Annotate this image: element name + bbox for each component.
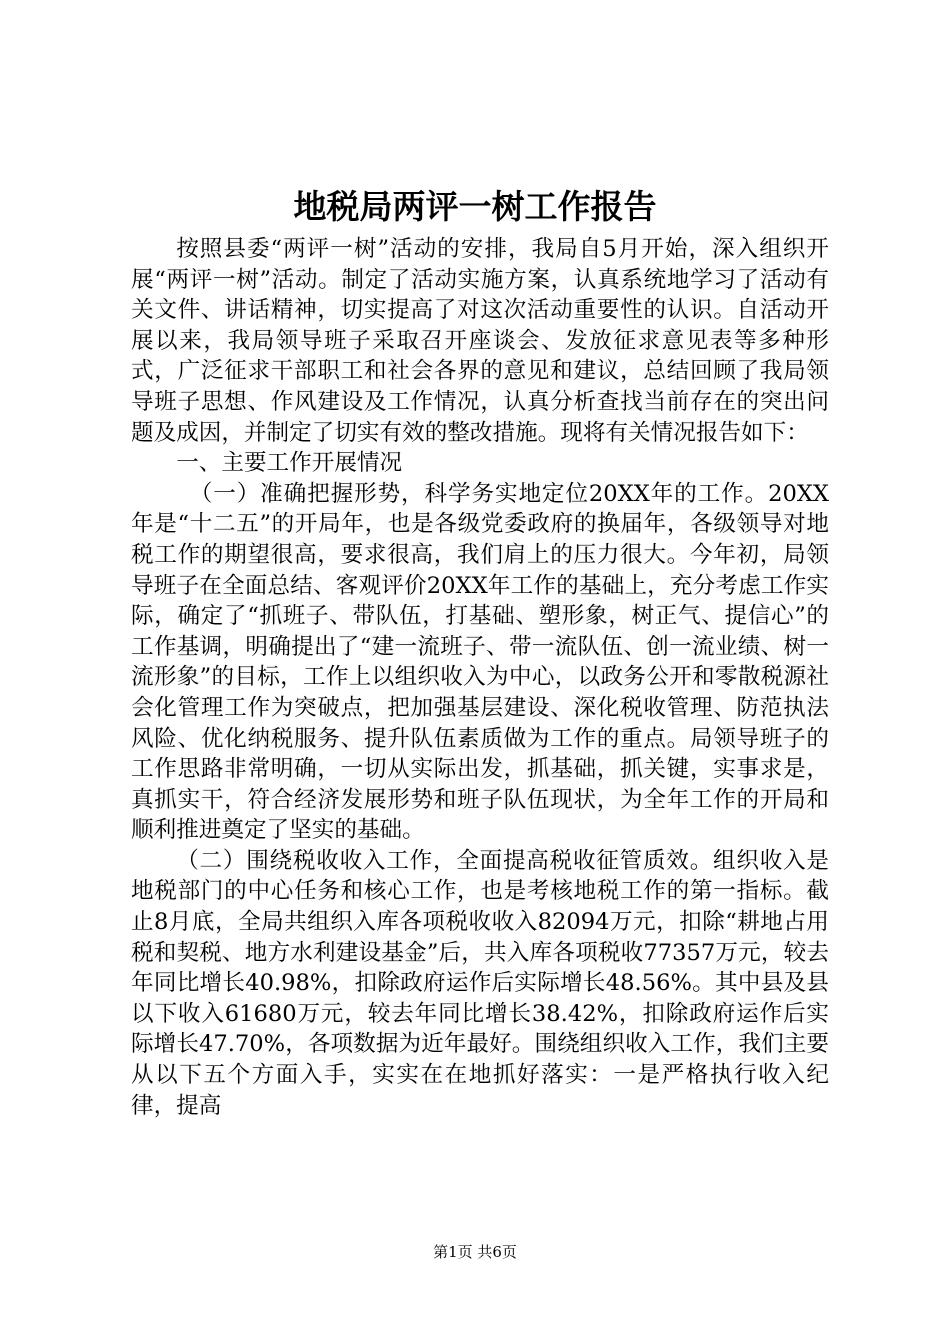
page-footer: 第1页 共6页 [433, 1243, 517, 1261]
paragraph-section-2: （二）围绕税收收入工作，全面提高税收征管质效。组织收入是地税部门的中心任务和核心工作，也是考核地税工作的第一指标。截止8月底，全局共组织入库各项税收收入82094万元，扣除“耕地占用税和契税、地方水利建设基金”后，共入库各项税收77357万元，较去年同比增长40.98%，扣除政府运作后实际增长48.56%。其中县及县以下收入61680万元，较去年同比增长38.42%，扣除政府运作后实际增长47.70%，各项数据为近年最好。围绕组织收入工作，我们主要从以下五个方面入手，实实在在地抓好落实：一是严格执行收入纪律，提高 [131, 847, 829, 1119]
document-title: 地税局两评一树工作报告 [293, 187, 657, 226]
paragraph-intro: 按照县委“两评一树”活动的安排，我局自5月开始，深入组织开展“两评一树”活动。制定了活动实施方案，认真系统地学习了活动有关文件、讲话精神，切实提高了对这次活动重要性的认识。自活动开展以来，我局领导班子采取召开座谈会、发放征求意见表等多种形式，广泛征求干部职工和社会各界的意见和建议，总结回顾了我局领导班子思想、作风建设及工作情况，认真分析查找当前存在的突出问题及成因，并制定了切实有效的整改措施。现将有关情况报告如下： [131, 236, 829, 446]
document-body [131, 234, 829, 1121]
section-heading: 一、主要工作开展情况 [176, 450, 403, 477]
paragraph-section-1: （一）准确把握形势，科学务实地定位20XX年的工作。20XX年是“十二五”的开局年，也是各级党委政府的换届年，各级领导对地税工作的期望很高，要求很高，我们肩上的压力很大。今年初，局领导班子在全面总结、客观评价20XX年工作的基础上，充分考虑工作实际，确定了“抓班子、带队伍，打基础、塑形象，树正气、提信心”的工作基调，明确提出了“建一流班子、带一流队伍、创一流业绩、树一流形象”的目标，工作上以组织收入为中心，以政务公开和零散税源社会化管理工作为突破点，把加强基层建设、深化税收管理、防范执法风险、优化纳税服务、提升队伍素质做为工作的重点。局领导班子的工作思路非常明确，一切从实际出发，抓基础，抓关键，实事求是，真抓实干，符合经济发展形势和班子队伍现状，为全年工作的开局和顺利推进奠定了坚实的基础。 [131, 480, 829, 844]
